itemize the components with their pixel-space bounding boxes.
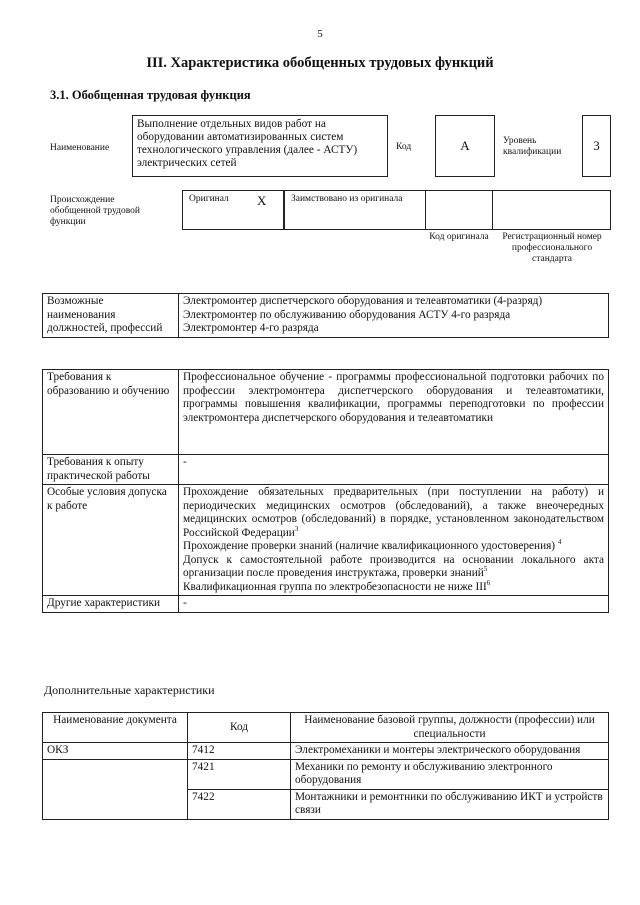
condition-item: Прохождение проверки знаний (наличие квалификационного удостоверения) $^4$ [183,538,562,552]
row-name: Монтажники и ремонтники по обслуживанию ИКТ и устройств связи [291,789,609,819]
positions-table [42,293,609,338]
condition-item: Квалификационная группа по электробезопасности не ниже III$^6$ [183,578,491,593]
additional-title: Дополнительные характеристики [44,683,215,697]
row-code: 7421 [188,759,291,789]
code-value: А [435,115,495,177]
additional-table [42,712,609,820]
table-row [43,789,609,819]
section-title: III. Характеристика обобщенных трудовых функций [146,55,494,71]
function-name: Выполнение отдельных видов работ на оборудовании автоматизированных систем технологического управления (далее - АСТУ) электрических сетей [132,115,388,177]
position-item: Электромонтер по обслуживанию оборудования АСТУ 4-го разряда [183,308,511,321]
original-cell [182,190,284,230]
level-value: 3 [582,115,611,177]
table-row [43,759,609,789]
education-label: Требования к образованию и обучению [43,370,179,455]
reg-number-cell [492,190,611,230]
positions-list [179,294,609,338]
education-text: Профессиональное обучение - программы профессиональной подготовки рабочих по профессии электромонтера диспетчерского оборудования и телеавтоматики, программы повышения квалификации, программы переподготовки по профессии электромонтера диспетчерского оборудования и телеавтоматики [179,370,609,455]
page-number: 5 [317,28,323,40]
requirements-table [42,369,609,613]
other-text: - [179,596,609,613]
other-label: Другие характеристики [43,596,179,613]
table-row [43,743,609,760]
original-mark: X [257,193,267,208]
borrowed-cell: Заимствовано из оригинала [284,190,426,230]
row-doc [43,759,188,789]
row-name: Механики по ремонту и обслуживанию электронного оборудования [291,759,609,789]
position-item: Электромонтер 4-го разряда [183,322,319,334]
condition-item: Прохождение обязательных предварительных (при поступлении на работу) и периодических медицинских осмотров (обследований), а также внеочередных медицинских осмотров (обследований) в порядке, установленном законодательством Российской Федерации$^3$ [183,486,604,539]
row-code: 7412 [188,743,291,760]
row-name: Электромеханики и монтеры электрического оборудования [291,743,609,760]
experience-label: Требования к опыту практической работы [43,455,179,485]
col-name-header: Наименование базовой группы, должности (профессии) или специальности [291,713,609,743]
code-original-cell [425,190,493,230]
code-label: Код [396,142,412,152]
col-code-header: Код [188,713,291,743]
subsection-title: 3.1. Обобщенная трудовая функция [50,88,251,102]
level-label: Уровень квалификации [503,136,562,157]
positions-label: Возможные наименования должностей, профессий [43,294,179,338]
original-label: Оригинал [189,194,229,204]
position-item: Электромонтер диспетчерского оборудования и телеавтоматики (4-разряд) [183,295,543,307]
reg-number-caption: Регистрационный номер профессионального стандарта [502,232,602,264]
experience-text: - [179,455,609,485]
row-doc: ОКЗ [43,743,188,760]
row-code: 7422 [188,789,291,819]
condition-item: Допуск к самостоятельной работе производится на основании локального акта организации после проведения инструктажа, проверки знаний$^5$ [183,553,604,579]
conditions-label: Особые условия допуска к работе [43,485,179,596]
row-doc [43,789,188,819]
col-doc-header: Наименование документа [43,713,188,743]
origin-label: Происхождение обобщенной трудовой функции [50,195,140,227]
name-label: Наименование [50,143,110,153]
code-original-caption: Код оригинала [429,232,489,242]
conditions-text [179,485,609,596]
